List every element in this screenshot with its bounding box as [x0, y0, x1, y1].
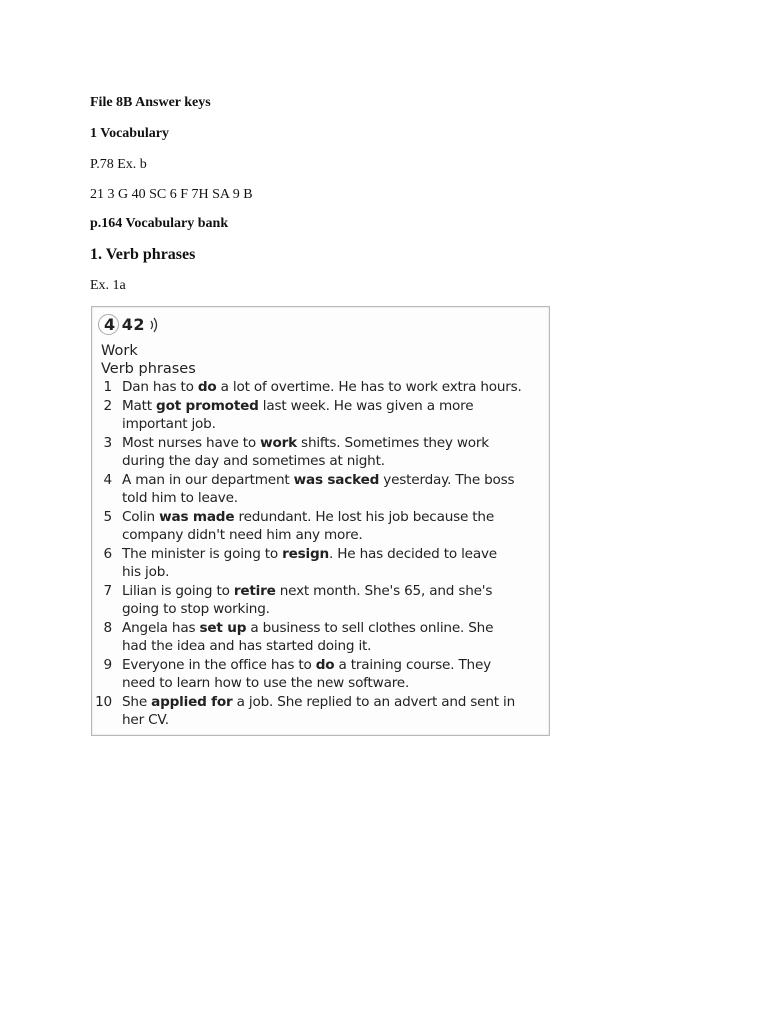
item-number: 5: [103, 508, 112, 525]
answer-phrase: do: [315, 656, 335, 673]
list-item: [92, 545, 549, 582]
item-text: [122, 693, 542, 730]
sentence-text: Angela has: [122, 619, 200, 636]
answer-phrase: was sacked: [293, 471, 380, 488]
answer-phrase: was made: [159, 508, 235, 525]
sentence-text: important job.: [122, 416, 216, 432]
item-number: 4: [103, 471, 112, 488]
sentence-text: . He has decided to leave: [329, 545, 497, 562]
item-text: [122, 471, 542, 508]
item-text: [122, 378, 542, 397]
sentence-text: shifts. Sometimes they work: [296, 434, 489, 451]
sentence-text: a job. She replied to an advert and sent in: [232, 693, 516, 710]
item-number: 7: [103, 582, 112, 599]
verb-phrases-heading: 1. Verb phrases: [90, 246, 196, 263]
sentence-text: yesterday. The boss: [379, 471, 515, 488]
vocabulary-bank-reference: p.164 Vocabulary bank: [90, 216, 229, 231]
item-text: [122, 508, 542, 545]
answer-list: [92, 378, 549, 730]
answer-phrase: applied for: [151, 693, 233, 710]
sentence-text: Most nurses have to: [122, 434, 261, 451]
answer-line: 21 3 G 40 SC 6 F 7H SA 9 B: [90, 187, 253, 202]
sentence-text: Dan has to: [122, 379, 198, 395]
item-number: 2: [103, 397, 112, 414]
list-item: [92, 582, 549, 619]
list-item: [92, 397, 549, 434]
item-number: 8: [103, 619, 112, 636]
sentence-text: her CV.: [122, 712, 169, 728]
item-text: [122, 397, 542, 434]
sentence-text: The minister is going to: [122, 545, 283, 562]
sentence-text: Lilian is going to: [122, 582, 234, 599]
item-number: 6: [103, 545, 112, 562]
item-number: 10: [95, 693, 112, 710]
sentence-text: need to learn how to use the new software.: [122, 675, 410, 691]
item-line: [122, 489, 542, 508]
answer-phrase: do: [197, 379, 217, 395]
item-line: [122, 471, 542, 490]
scanned-textbook-excerpt: [91, 306, 550, 736]
sentence-text: Matt: [122, 397, 157, 414]
sentence-text: Everyone in the office has to: [122, 656, 316, 673]
item-text: [122, 582, 542, 619]
item-number: 3: [103, 434, 112, 451]
list-item: [92, 378, 549, 397]
item-line: [122, 452, 542, 471]
doc-title: File 8B Answer keys: [90, 95, 211, 110]
sentence-text: next month. She's 65, and she's: [275, 582, 493, 599]
scan-heading-work: Work: [101, 343, 138, 359]
answer-phrase: retire: [233, 582, 276, 599]
sentence-text: a business to sell clothes online. She: [246, 619, 494, 636]
sentence-text: going to stop working.: [122, 601, 270, 617]
item-line: [122, 600, 542, 619]
sentence-text: She: [122, 693, 152, 710]
sentence-text: redundant. He lost his job because the: [234, 508, 495, 525]
sentence-text: had the idea and has started doing it.: [122, 638, 372, 654]
item-line: [122, 711, 542, 730]
sentence-text: A man in our department: [122, 471, 294, 488]
audio-track-label: [103, 314, 162, 335]
sentence-text: his job.: [122, 564, 170, 580]
answer-phrase: set up: [199, 619, 247, 636]
item-line: [122, 434, 542, 453]
item-line: [122, 619, 542, 638]
item-text: [122, 434, 542, 471]
item-line: [122, 545, 542, 564]
item-line: [122, 397, 542, 416]
item-number: 9: [103, 656, 112, 673]
item-number: 1: [103, 379, 112, 395]
item-line: [122, 526, 542, 545]
item-text: [122, 656, 542, 693]
list-item: [92, 693, 549, 730]
list-item: [92, 508, 549, 545]
item-line: [122, 693, 542, 712]
answer-phrase: work: [260, 434, 297, 451]
sentence-text: during the day and sometimes at night.: [122, 453, 385, 469]
exercise-reference: P.78 Ex. b: [90, 157, 147, 172]
item-line: [122, 674, 542, 693]
sentence-text: company didn't need him any more.: [122, 527, 363, 543]
answer-phrase: got promoted: [156, 397, 259, 414]
item-line: [122, 656, 542, 675]
sentence-text: told him to leave.: [122, 490, 238, 506]
section-heading-vocabulary: 1 Vocabulary: [90, 126, 169, 141]
track-number: 4 42: [104, 315, 145, 334]
audio-icon: [148, 315, 162, 335]
list-item: [92, 471, 549, 508]
sentence-text: Colin: [122, 508, 160, 525]
sentence-text: a training course. They: [334, 656, 491, 673]
sentence-text: last week. He was given a more: [258, 397, 474, 414]
item-line: [122, 415, 542, 434]
sentence-text: a lot of overtime. He has to work extra hours.: [216, 379, 522, 395]
item-line: [122, 637, 542, 656]
item-line: [122, 563, 542, 582]
list-item: [92, 619, 549, 656]
item-line: [122, 582, 542, 601]
exercise-label: Ex. 1a: [90, 278, 126, 293]
answer-phrase: resign: [282, 545, 330, 562]
item-line: [122, 508, 542, 527]
scan-heading-verb-phrases: Verb phrases: [101, 361, 196, 377]
list-item: [92, 434, 549, 471]
list-item: [92, 656, 549, 693]
item-line: [122, 378, 542, 397]
item-text: [122, 545, 542, 582]
item-text: [122, 619, 542, 656]
